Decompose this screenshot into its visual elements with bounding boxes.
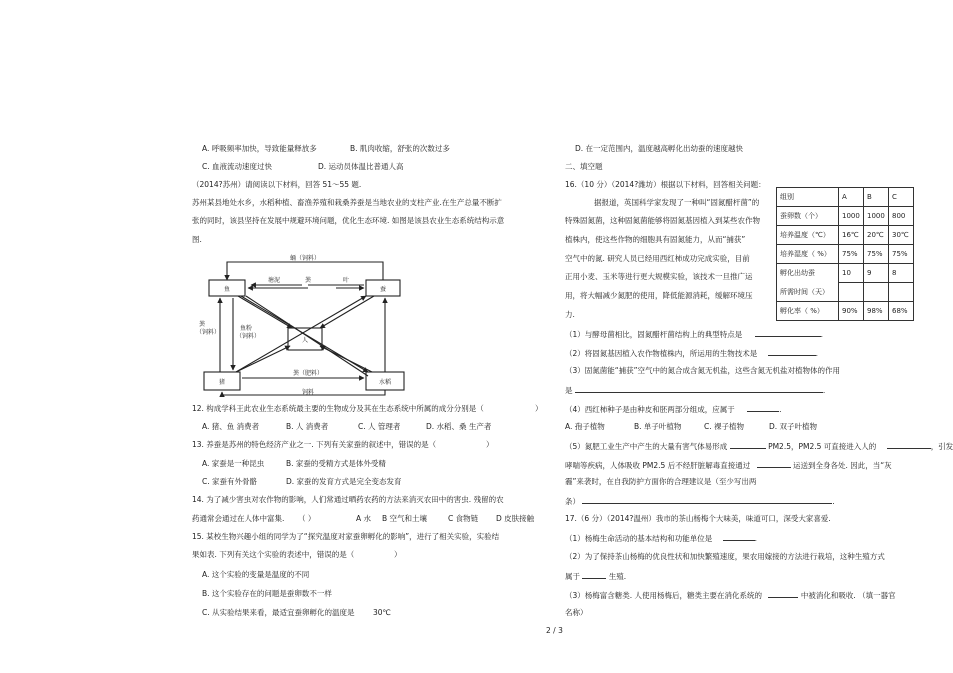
q17-sub3-text-a: （3）杨梅富含糖类. 人使用杨梅后，糖类主要在消化系统的: [565, 591, 763, 600]
table-row: [777, 245, 914, 264]
q16-sub4-blank[interactable]: [747, 403, 779, 412]
arrow-rice-fish: [246, 296, 368, 376]
label-rice: 水稻: [378, 379, 392, 386]
ecosystem-structure-diagram: [196, 254, 421, 396]
q17-sub2b: [565, 570, 626, 582]
q14-option-a: A 水: [356, 514, 372, 523]
q14-option-c: C 食物链: [448, 514, 479, 523]
q12-paren: ）: [535, 404, 543, 413]
table-row-label: 培养湿度（ %）: [777, 245, 839, 264]
q12-option-a: A. 猪、鱼 消费者: [202, 422, 260, 431]
arrow-silkworm-human: [320, 296, 374, 328]
table-row: [777, 264, 914, 283]
q16-sub2-blank[interactable]: [768, 347, 816, 356]
material-intro-line2: 苏州某县地处水乡，水稻种植、畜渔养殖和栽桑养蚕是当地农业的支柱产业.在生产总量不断扩: [192, 198, 502, 207]
label-pig-feed-b: （饲料）: [196, 329, 221, 336]
q17-sub3: [565, 589, 896, 601]
q16-sub5-blank2[interactable]: [887, 440, 931, 449]
q11-option-c: C. 血液流动速度过快: [202, 162, 273, 171]
q14-line2: 药通常会通过在人体中富集.: [192, 514, 285, 523]
label-silt: 塘泥: [267, 277, 281, 284]
q16-sub5-text-e: 运送到全身各处. 因此，当“灰: [792, 461, 892, 470]
q14-paren: （ ）: [298, 514, 316, 523]
q17-sub3-tail: 名称）: [565, 608, 588, 617]
q16-sub5-text-g: 条）: [565, 497, 580, 506]
q13-option-b: B. 家蚕的受精方式是体外受精: [286, 459, 386, 468]
q16-sub5-blank4[interactable]: [582, 495, 832, 504]
label-leaf: 叶: [342, 277, 350, 284]
q16-sub5-line3: 霾”来袭时，在自我防护方面你的合理建议是（至少写出两: [565, 477, 757, 486]
table-row-label: 孵化率（ %）: [777, 302, 839, 321]
q12-stem: 12. 构成学科王此农业生态系统最主要的生物成分及其在生态系统中所属的成分分别是（: [192, 404, 484, 413]
q16-sub5-text-c: ，引发: [930, 442, 953, 451]
label-poop: 粪: [304, 277, 312, 284]
q16-sub5-blank1[interactable]: [730, 440, 766, 449]
table-cell: 1000: [839, 207, 864, 226]
page-number: 2 / 3: [546, 626, 563, 635]
table-header-col: A: [839, 188, 864, 207]
label-manure: 粪（肥料）: [292, 370, 324, 377]
table-row: [777, 226, 914, 245]
q16-sub5-text-a: （5）氮肥工业生产中产生的大量有害气体易形成: [565, 442, 728, 451]
table-row-label: 蚕卵数（个）: [777, 207, 839, 226]
table-cell: 1000: [864, 207, 889, 226]
table-header-col: B: [864, 188, 889, 207]
q16-sub3a: （3）固氮菌能“捕获”空气中的氮合成含氮无机盐，这些含氮无机盐对植物体的作用: [565, 366, 841, 375]
silkworm-hatching-table: [776, 187, 914, 321]
table-cell: 90%: [839, 302, 864, 321]
q17-sub3-text-b: 中被消化和吸收. （填一器官: [800, 591, 896, 600]
q17-sub2b-text: 属于: [565, 572, 580, 581]
table-cell: 20℃: [864, 226, 889, 245]
q16-material-line1: 据报道，英国科学家发现了一种叫“固氮醋杆菌”的: [594, 198, 760, 207]
q16-material-line4: 空气中的氮. 研究人员已经用西红柿成功完成实验，目前: [565, 254, 750, 263]
q17-sub2a: （2）为了保持茶山杨梅的优良性状和加快繁殖速度，果农用嫁接的方法进行栽培，这种生殖方式: [565, 552, 885, 561]
q15-option-d: D. 在一定范围内，温度越高孵化出幼蚕的速度越快: [575, 144, 744, 153]
q16-sub2-text: （2）将固氮基因植入农作物植株内，所运用的生物技术是: [565, 349, 758, 358]
q16-sub2: （2）将固氮基因植入农作物植株内，所运用的生物技术是 .: [565, 349, 819, 358]
q16-material-line7: 力.: [565, 310, 575, 319]
table-cell: 75%: [864, 245, 889, 264]
q17-sub1: （1）杨梅生命活动的基本结构和功能单位是 .: [565, 534, 758, 543]
label-fishbone-a: 鱼粉: [240, 325, 253, 332]
q16-sub5-text-d: 哮喘等疾病，人体吸收 PM2.5 后不经肝脏解毒直接通过: [565, 461, 751, 470]
label-top-feed: 蛹（饲料）: [289, 255, 321, 262]
label-pig-feed-a: 粪: [199, 321, 206, 328]
label-silkworm: 蚕: [379, 286, 387, 293]
q16-sub4-option-c: C. 裸子植物: [704, 422, 745, 431]
material-intro-line3: 张的同时，该县坚持在发展中规避环境问题，优化生态环境. 如图是该县农业生态系统结构示意: [192, 216, 505, 225]
q17-sub2-blank[interactable]: [582, 570, 606, 579]
table-cell: 75%: [889, 245, 914, 264]
q16-sub1: （1）与酵母菌相比，固氮醋杆菌结构上的典型特点是 .: [565, 330, 824, 339]
arrow-pig-human: [236, 346, 290, 372]
q16-sub3-blank[interactable]: [575, 384, 823, 393]
q15-option-a: A. 这个实验的变量是温度的不同: [202, 570, 310, 579]
q16-sub4-option-a: A. 孢子植物: [565, 422, 605, 431]
q16-heading: 16.（10 分）（2014?潍坊）根据以下材料，回答相关问题：: [565, 180, 766, 189]
table-cell: 9: [864, 264, 889, 283]
q16-material-line2: 特殊固氮菌，这种固氮菌能够将固氮基因植入到某些农作物: [565, 216, 760, 225]
q16-sub3b: 是 .: [565, 386, 826, 395]
q15-line2: 果如表. 下列有关这个实验的表述中，错误的是（: [192, 550, 355, 559]
q13-paren: ）: [486, 440, 494, 449]
q16-material-line6: 用，将大幅减少氮肥的使用，降低能源消耗，缓解环境压: [565, 291, 753, 300]
q17-sub3-blank[interactable]: [768, 589, 798, 598]
label-human: 人: [301, 337, 309, 344]
table-cell: 10: [839, 264, 864, 283]
q16-sub1-blank[interactable]: [755, 328, 821, 337]
q12-option-d: D. 水稻、桑 生产者: [426, 422, 492, 431]
table-cell: [864, 283, 889, 302]
table-cell: 16℃: [839, 226, 864, 245]
q15-option-c: C. 从实验结果来看，最适宜蚕卵孵化的温度是: [202, 608, 355, 617]
q16-sub4-option-b: B. 单子叶植物: [634, 422, 682, 431]
q14-option-b: B 空气和土壤: [382, 514, 428, 523]
section-fill-blank-heading: 二、填空题: [565, 162, 603, 171]
q14-line1: 14. 为了减少害虫对农作物的影响，人们常通过晒药农药的方法来消灭农田中的害虫. 残留的农: [192, 495, 504, 504]
q16-sub5-line4: 条） .: [565, 497, 835, 506]
q16-sub1-text: （1）与酵母菌相比，固氮醋杆菌结构上的典型特点是: [565, 330, 743, 339]
table-row-label: 培养温度（℃）: [777, 226, 839, 245]
table-cell: 68%: [889, 302, 914, 321]
q15-option-c-value: 30℃: [373, 608, 391, 617]
q17-sub1-blank[interactable]: [723, 532, 755, 541]
label-pig: 猪: [218, 379, 226, 386]
q11-option-a: A. 呼吸频率加快，导致能量释放多: [202, 144, 317, 153]
q17-sub2c-text: 生殖.: [608, 572, 627, 581]
material-intro-line4: 图.: [192, 235, 202, 244]
label-fish: 鱼: [223, 286, 231, 293]
q11-option-d: D. 运动员体温比普通人高: [318, 162, 404, 171]
q15-line1: 15. 某校生物兴趣小组的同学为了“探究温度对家蚕卵孵化的影响”，进行了相关实验，实验结: [192, 532, 500, 541]
q14-option-d: D 皮肤接触: [496, 514, 535, 523]
q16-sub3b-text: 是: [565, 386, 573, 395]
table-cell: 8: [889, 264, 914, 283]
q16-material-line3: 植株内，使这些作物的细胞具有固氮能力，从而“捕获”: [565, 235, 746, 244]
q16-sub4-text: （4）西红柿种子是由种皮和胚两部分组成，应属于: [565, 405, 735, 414]
material-intro-line1: （2014?苏州）请阅读以下材料，回答 51～55 题.: [192, 180, 362, 189]
q16-sub5-line1: [565, 440, 953, 452]
table-cell: 800: [889, 207, 914, 226]
q16-sub5-text-b: PM2.5，PM2.5 可直接进入人的: [768, 442, 877, 451]
table-row-label: 孵化出幼蚕: [777, 264, 839, 283]
label-bottom-feed: 饲料: [301, 389, 315, 396]
table-header-col: C: [889, 188, 914, 207]
table-header-row: [777, 188, 914, 207]
q13-option-a: A. 家蚕是一种昆虫: [202, 459, 265, 468]
table-row: [777, 207, 914, 226]
q16-material-line5: 正用小麦、玉米等进行更大规模实验，该技术一旦推广运: [565, 272, 753, 281]
table-cell: 30℃: [889, 226, 914, 245]
q15-option-b: B. 这个实验存在的问题是蚕卵数不一样: [202, 589, 332, 598]
q12-option-c: C. 人 管理者: [358, 422, 401, 431]
label-fishbone-b: （饲料）: [236, 333, 261, 340]
q15-paren: ）: [394, 550, 402, 559]
arrow-fish-human: [238, 296, 292, 328]
table-cell: 98%: [864, 302, 889, 321]
table-row: [777, 283, 914, 302]
table-cell: [889, 283, 914, 302]
table-row: [777, 302, 914, 321]
q16-sub5-blank3[interactable]: [757, 459, 791, 468]
q16-sub4: （4）西红柿种子是由种皮和胚两部分组成，应属于 .: [565, 405, 782, 414]
table-row-label: 所需时间（天）: [777, 283, 839, 302]
q13-option-c: C. 家蚕有外骨骼: [202, 477, 258, 486]
q13-stem: 13. 养蚕是苏州的特色经济产业之一. 下列有关家蚕的叙述中，错误的是（: [192, 440, 437, 449]
q17-sub1-text: （1）杨梅生命活动的基本结构和功能单位是: [565, 534, 713, 543]
table-header-group: 组别: [777, 188, 839, 207]
q13-option-d: D. 家蚕的发育方式是完全变态发育: [286, 477, 402, 486]
q11-option-b: B. 肌肉收缩，舒张的次数过多: [350, 144, 450, 153]
table-cell: [839, 283, 864, 302]
q12-option-b: B. 人 消费者: [286, 422, 329, 431]
q16-sub5-line2: [565, 459, 892, 471]
q16-sub4-option-d: D. 双子叶植物: [769, 422, 818, 431]
q17-heading: 17.（6 分）（2014?温州）我市的茶山杨梅个大味美，味道可口，深受大家喜爱.: [565, 514, 831, 523]
table-cell: 75%: [839, 245, 864, 264]
